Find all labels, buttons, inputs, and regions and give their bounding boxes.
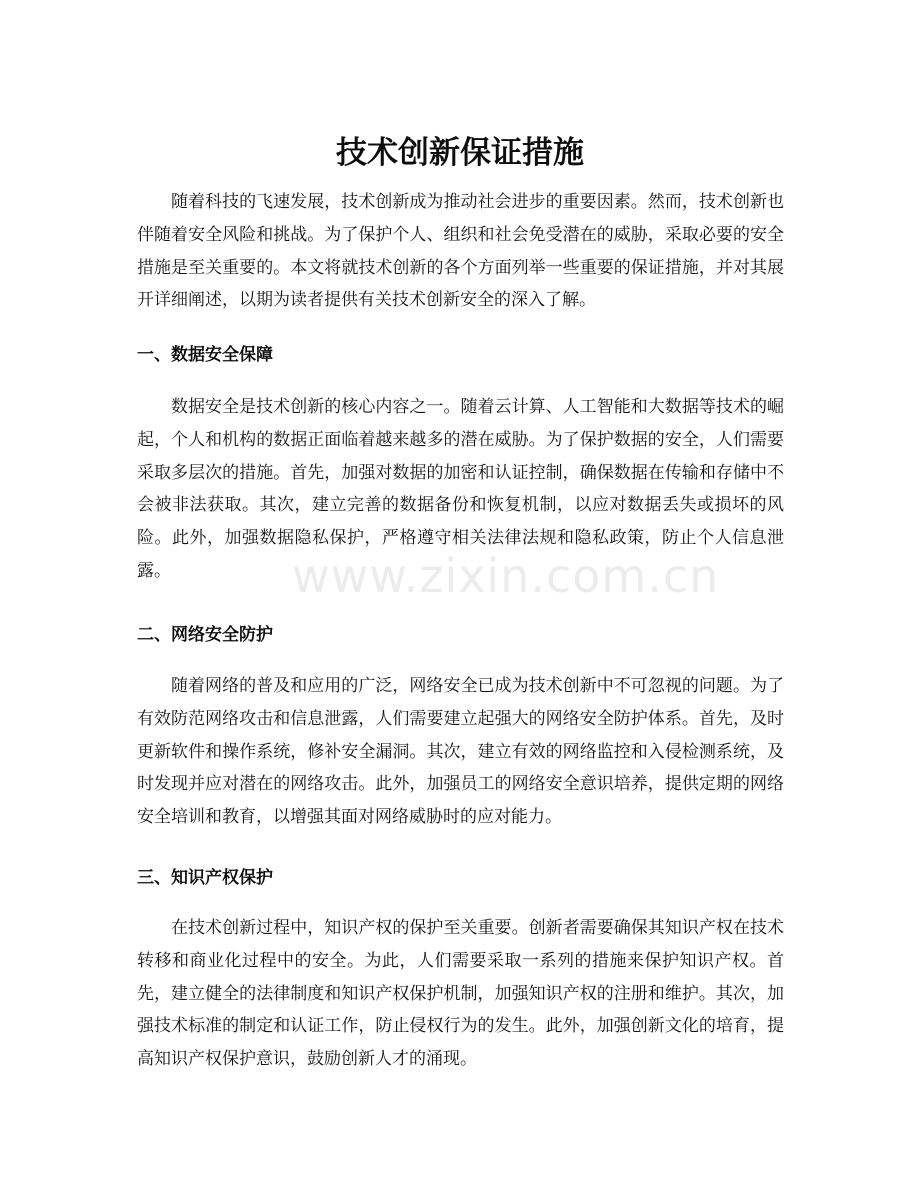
section-heading-data-security: 一、数据安全保障 — [137, 345, 273, 365]
section-heading-network-security: 二、网络安全防护 — [137, 625, 273, 645]
section-body-network-security: 随着网络的普及和应用的广泛，网络安全已成为技术创新中不可忽视的问题。为了有效防范网络攻击和信息泄露，人们需要建立起强大的网络安全防护体系。首先，及时更新软件和操作系统，修补安全漏洞。其次，建立有效的网络监控和入侵检测系统，及时发现并应对潜在的网络攻击。此外，加强员工的网络安全意识培养，提供定期的网络安全培训和教育，以增强其面对网络威胁时的应对能力。 — [137, 676, 784, 828]
section-body-data-security: 数据安全是技术创新的核心内容之一。随着云计算、人工智能和大数据等技术的崛起，个人和机构的数据正面临着越来越多的潜在威胁。为了保护数据的安全，人们需要采取多层次的措施。首先，加强对数据的加密和认证控制，确保数据在传输和存储中不会被非法获取。其次，建立完善的数据备份和恢复机制，以应对数据丢失或损坏的风险。此外，加强数据隐私保护，严格遵守相关法律法规和隐私政策，防止个人信息泄露。 — [137, 397, 784, 581]
watermark-text: www.zixin.com.cn — [292, 549, 720, 603]
document-title: 技术创新保证措施 — [336, 134, 584, 171]
section-heading-ip-protection: 三、知识产权保护 — [137, 868, 273, 888]
section-body-ip-protection: 在技术创新过程中，知识产权的保护至关重要。创新者需要确保其知识产权在技术转移和商业化过程中的安全。为此，人们需要采取一系列的措施来保护知识产权。首先，建立健全的法律制度和知识产权保护机制，加强知识产权的注册和维护。其次，加强技术标准的制定和认证工作，防止侵权行为的发生。此外，加强创新文化的培育，提高知识产权保护意识，鼓励创新人才的涌现。 — [137, 918, 784, 1070]
intro-paragraph: 随着科技的飞速发展，技术创新成为推动社会进步的重要因素。然而，技术创新也伴随着安全风险和挑战。为了保护个人、组织和社会免受潜在的威胁，采取必要的安全措施是至关重要的。本文将就技术创新的各个方面列举一些重要的保证措施，并对其展开详细阐述，以期为读者提供有关技术创新安全的深入了解。 — [137, 192, 784, 311]
